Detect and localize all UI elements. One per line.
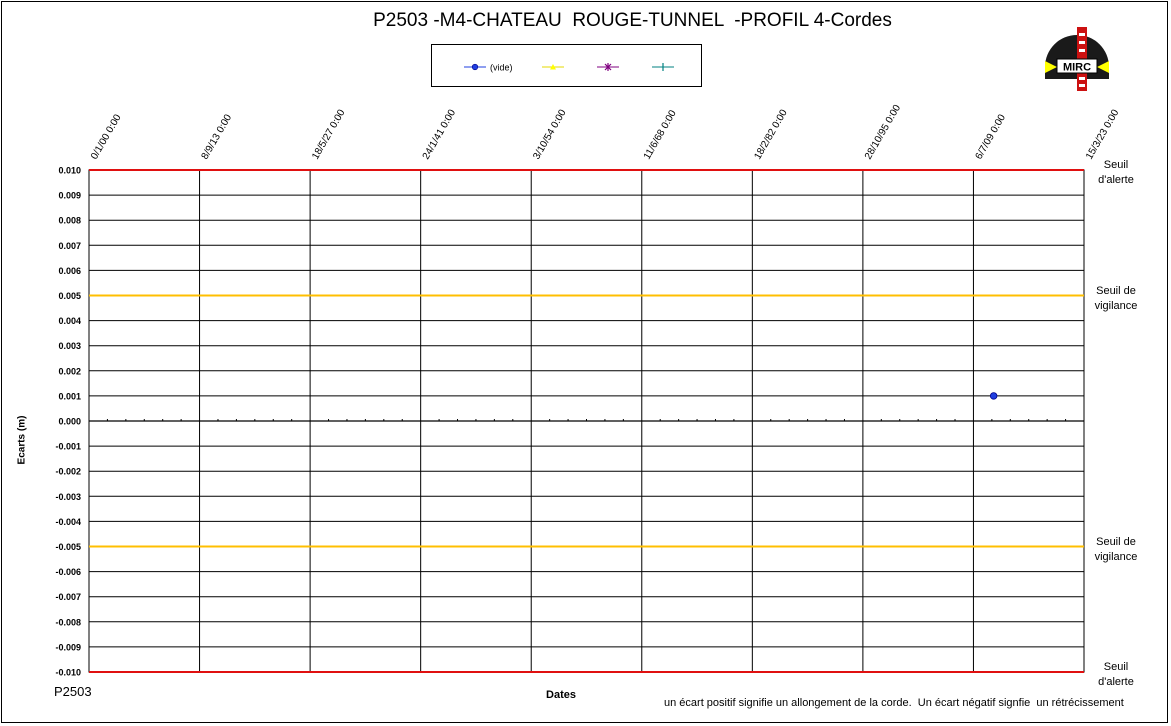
x-tick-label: 3/10/54 0:00 bbox=[531, 107, 569, 162]
y-tick-label: 0.007 bbox=[58, 240, 81, 251]
y-tick-label: 0.004 bbox=[58, 316, 81, 327]
threshold-label bbox=[1090, 660, 1142, 690]
threshold-label-line1: Seuil de bbox=[1096, 284, 1136, 297]
x-tick-label: 6/7/09 0:00 bbox=[973, 112, 1009, 162]
threshold-label-line1: Seuil bbox=[1103, 661, 1129, 673]
y-axis-label: Ecarts (m) bbox=[16, 415, 28, 465]
x-tick-label: 24/1/41 0:00 bbox=[420, 107, 459, 162]
y-tick-label: -0.004 bbox=[55, 516, 81, 527]
y-tick-label: -0.006 bbox=[55, 567, 81, 578]
profile-id: P2503 bbox=[54, 684, 92, 699]
x-tick-label: 28/10/95 0:00 bbox=[862, 103, 904, 162]
legend-label: (vide) bbox=[490, 62, 513, 73]
threshold-label-line1: Seuil de bbox=[1096, 535, 1136, 548]
data-point bbox=[990, 393, 997, 400]
y-tick-label: -0.005 bbox=[55, 542, 81, 552]
y-tick-label: -0.008 bbox=[55, 617, 81, 628]
threshold-label bbox=[1090, 535, 1142, 565]
svg-text:MIRC: MIRC bbox=[1062, 61, 1092, 74]
y-tick-label: 0.008 bbox=[58, 215, 81, 226]
y-tick-label: 0.006 bbox=[58, 265, 81, 276]
x-tick-label: 18/2/82 0:00 bbox=[752, 107, 790, 162]
threshold-label bbox=[1090, 158, 1142, 188]
x-tick-label: 15/3/23 0:00 bbox=[1084, 107, 1122, 162]
y-tick-label: 0.005 bbox=[58, 291, 81, 301]
interpretation-note: un écart positif signifie un allongement de la corde. Un écart négatif signfie un rétrécissement bbox=[664, 697, 1124, 709]
x-tick-label: 8/9/13 0:00 bbox=[199, 112, 235, 162]
x-tick-label: 0/1/00 0:00 bbox=[89, 112, 124, 162]
y-tick-label: -0.003 bbox=[55, 491, 81, 502]
x-tick-label: 11/6/68 0:00 bbox=[641, 108, 679, 162]
threshold-label-line2: vigilance bbox=[1094, 550, 1138, 563]
y-tick-label: 0.009 bbox=[58, 190, 81, 201]
y-tick-label: 0.001 bbox=[58, 391, 81, 402]
y-tick-label: 0.002 bbox=[58, 366, 81, 377]
y-tick-label: 0.000 bbox=[58, 416, 81, 427]
y-tick-label: -0.001 bbox=[55, 441, 81, 452]
y-tick-label: -0.002 bbox=[55, 466, 81, 477]
y-tick-label: -0.010 bbox=[55, 667, 81, 678]
y-tick-label: -0.007 bbox=[55, 592, 81, 603]
y-tick-label: 0.010 bbox=[58, 165, 81, 176]
threshold-label bbox=[1090, 284, 1142, 314]
threshold-label-line1: Seuil bbox=[1103, 159, 1129, 171]
y-tick-label: -0.009 bbox=[55, 642, 81, 653]
chart-title: P2503 -M4-CHATEAU ROUGE-TUNNEL -PROFIL 4-Cordes bbox=[373, 10, 892, 31]
threshold-label-line2: d'alerte bbox=[1098, 174, 1134, 186]
threshold-label-line2: vigilance bbox=[1094, 299, 1138, 312]
threshold-label-line2: d'alerte bbox=[1098, 676, 1134, 688]
x-axis-label: Dates bbox=[546, 689, 576, 701]
x-tick-label: 18/5/27 0:00 bbox=[310, 107, 348, 162]
y-tick-label: 0.003 bbox=[58, 341, 81, 352]
